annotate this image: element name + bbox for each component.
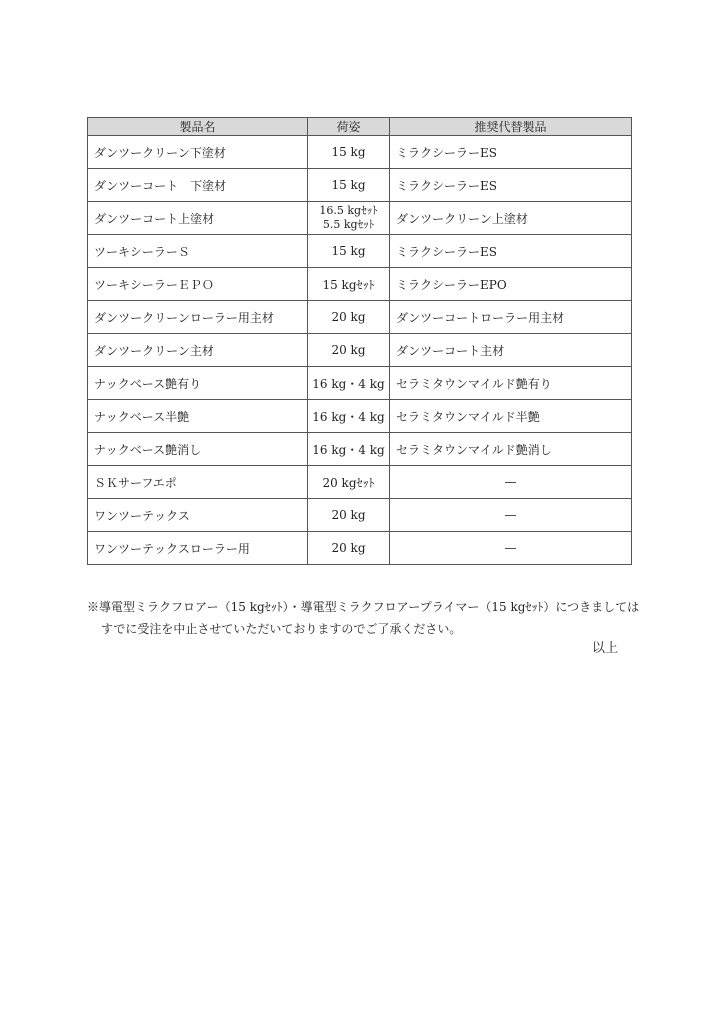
alternative-product-cell: ミラクシーラーES <box>390 169 632 202</box>
table-body <box>88 136 632 565</box>
package-value: 16 kg・4 kg <box>312 409 385 424</box>
package-value: 16 kg・4 kg <box>312 442 385 457</box>
package-value: 20 kgｾｯﾄ <box>322 475 375 490</box>
product-name-cell: ナックベース艶有り <box>88 367 308 400</box>
package-cell <box>308 433 390 466</box>
package-value: 5.5 kgｾｯﾄ <box>322 218 375 231</box>
alternative-product-cell: ミラクシーラーES <box>390 235 632 268</box>
header-package: 荷姿 <box>308 118 390 136</box>
table-row <box>88 400 632 433</box>
table-row <box>88 334 632 367</box>
table-row <box>88 268 632 301</box>
package-value: 15 kg <box>331 145 366 159</box>
product-name-cell: ダンツークリーンローラー用主材 <box>88 301 308 334</box>
alternative-product-cell: — <box>390 532 632 565</box>
product-name-cell: ダンツークリーン主材 <box>88 334 308 367</box>
package-cell <box>308 334 390 367</box>
table-row <box>88 532 632 565</box>
table-row <box>88 301 632 334</box>
package-cell <box>308 400 390 433</box>
alternative-product-cell: セラミタウンマイルド艶消し <box>390 433 632 466</box>
package-value: 15 kg <box>331 178 366 192</box>
alternative-product-cell: — <box>390 499 632 532</box>
table-header-row <box>88 118 632 136</box>
package-cell <box>308 268 390 301</box>
package-cell <box>308 499 390 532</box>
package-value: 20 kg <box>331 508 366 522</box>
package-value: 16.5 kgｾｯﾄ <box>319 204 378 217</box>
package-value: 20 kg <box>331 310 366 324</box>
product-name-cell: ツーキシーラーＳ <box>88 235 308 268</box>
alternative-product-cell: セラミタウンマイルド艶有り <box>390 367 632 400</box>
product-name-cell: ツーキシーラーＥＰＯ <box>88 268 308 301</box>
package-value: 15 kg <box>331 244 366 258</box>
note-line-1: ※導電型ミラクフロアー（15 kgｾｯﾄ）・導電型ミラクフロアープライマー（15 kgｾｯﾄ）につきましては <box>87 600 640 614</box>
package-cell <box>308 532 390 565</box>
product-name-cell: ナックベース艶消し <box>88 433 308 466</box>
closing-text: 以上 <box>592 641 619 656</box>
package-cell <box>308 466 390 499</box>
table-row <box>88 202 632 235</box>
package-cell <box>308 202 390 235</box>
package-value: 20 kg <box>331 343 366 357</box>
product-name-cell: ＳＫサーフエポ <box>88 466 308 499</box>
package-cell <box>308 367 390 400</box>
alternative-product-cell: — <box>390 466 632 499</box>
alternative-product-cell: ミラクシーラーES <box>390 136 632 169</box>
table-row <box>88 367 632 400</box>
note <box>87 596 639 640</box>
package-cell <box>308 235 390 268</box>
alternative-product-cell: ダンツーコートローラー用主材 <box>390 301 632 334</box>
product-table <box>87 117 632 565</box>
alternative-product-cell: セラミタウンマイルド半艶 <box>390 400 632 433</box>
header-alternative: 推奨代替製品 <box>390 118 632 136</box>
package-value: 15 kgｾｯﾄ <box>322 277 375 292</box>
package-cell <box>308 136 390 169</box>
header-product-name: 製品名 <box>88 118 308 136</box>
package-cell <box>308 169 390 202</box>
product-name-cell: ワンツーテックス <box>88 499 308 532</box>
product-name-cell: ダンツーコート上塗材 <box>88 202 308 235</box>
package-value: 16 kg・4 kg <box>312 376 385 391</box>
product-name-cell: ナックベース半艶 <box>88 400 308 433</box>
alternative-product-cell: ダンツークリーン上塗材 <box>390 202 632 235</box>
note-line-2: すでに受注を中止させていただいておりますのでご了承ください。 <box>101 622 462 636</box>
table-row <box>88 433 632 466</box>
table-row <box>88 169 632 202</box>
alternative-product-cell: ダンツーコート主材 <box>390 334 632 367</box>
package-cell <box>308 301 390 334</box>
package-value: 20 kg <box>331 541 366 555</box>
product-name-cell: ダンツーコート 下塗材 <box>88 169 308 202</box>
table-row <box>88 136 632 169</box>
table-row <box>88 499 632 532</box>
alternative-product-cell: ミラクシーラーEPO <box>390 268 632 301</box>
product-name-cell: ワンツーテックスローラー用 <box>88 532 308 565</box>
product-name-cell: ダンツークリーン下塗材 <box>88 136 308 169</box>
table-row <box>88 235 632 268</box>
table-row <box>88 466 632 499</box>
